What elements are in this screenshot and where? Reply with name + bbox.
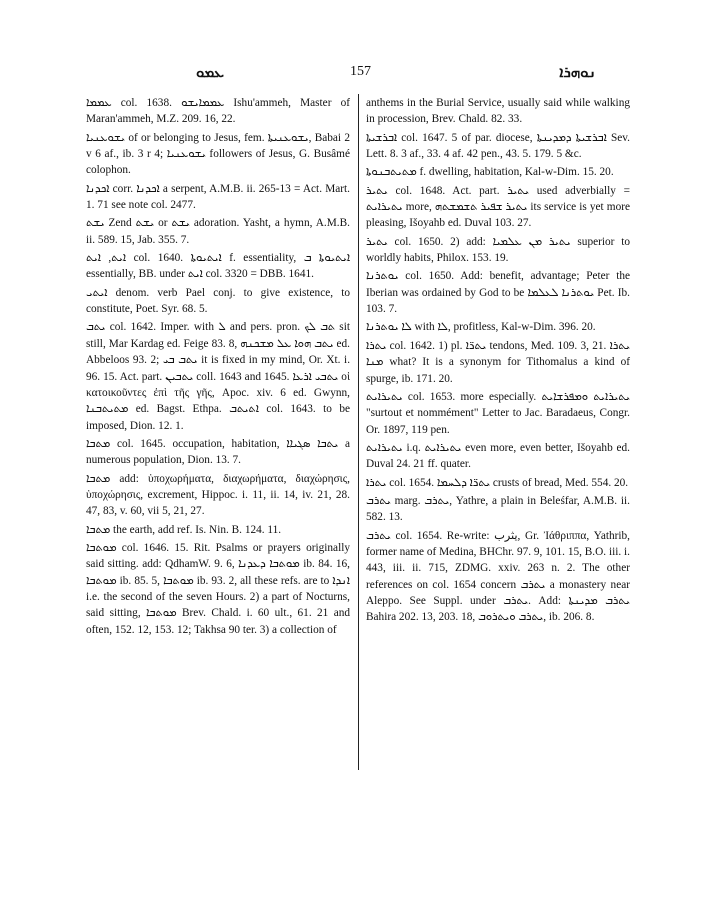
running-head-left: ܥܡܘ xyxy=(196,65,225,81)
dictionary-entry: ܡܘܬܒܐ col. 1646. 15. Rit. Psalms or prayers originally said sitting. add: QdhamW. 9. 6, ܡܘܬܒܐ ܕܥܕܢܐ ib. 84. 16, ܡܘܬܒܐ ib. 85. 5, ܡܘܬܒܐ ib. 93. 2, all these refs. are to ܐܢܕܐ i.e. the second of the seven Hours. 2) a part of Nocturns, said sitting, ܡܘܬܒܐ Brev. Chald. i. 60 ult., 61. 21 and often, 152. 12, 153. 12; Takhsa 90 ter. 3) a collection of xyxy=(86,541,351,636)
dictionary-entry: ܡܬܒܐ col. 1645. occupation, habitation, ܝܬܒܐ ܣܓܝܐܐ a numerous population, Dion. 13. 7. xyxy=(86,437,350,467)
dictionary-entry: ܝܬܝܪܐܝܬ col. 1653. more especially. ܝܬܝܪܐܝܬ ܘܡܦܪܫܐܝܬ "surtout et nommément" Letter to Jac. Baradaeus, Congr. Or. 1897, 119 pen. xyxy=(366,390,630,436)
dictionary-entry: ܝܘܬܪܢܐ col. 1650. Add: benefit, advantage; Peter the Iberian was ordained by God to be ܝܘܬܪܢܐ ܠܥܠܡܐ Pet. Ib. 103. 7. xyxy=(366,270,630,316)
dictionary-entry: ܡܬܝܬܒܢܘܬܐ f. dwelling, habitation, Kal-w-Dim. 15. 20. xyxy=(366,166,614,179)
dictionary-entry: ܐܟܕܢܐ corr. ܐܟܕܢܐ a serpent, A.M.B. ii. 265-13 = Act. Mart. 1. 71 see note col. 2477. xyxy=(86,182,350,212)
page-number: 157 xyxy=(350,64,371,79)
dictionary-entry: ܝܬܪܐ col. 1654. ܝܬܪ̈ܐ ܕܠܚܡܐ crusts of bread, Med. 554. 20. xyxy=(366,476,629,489)
dictionary-entry: ܝܬܪܐ col. 1642. 1) pl. ܝܬܪ̈ܐ tendons, Med. 109. 3, 21. ܝܬܪܐ ܡܢܐ what? It is a synonym for Tithomalus a kind of spurge, ib. 171. 20. xyxy=(366,339,630,385)
dictionary-entry: ܝܬܒ col. 1642. Imper. with ܠ and pers. pron. ܬܒ ܠܟ sit still, Mar Kardag ed. Feige 83. 8, ܝܬܒ ܗܘܐ ܥܠ ܡܫܟܢܗ ed. Abbeloos 93. 2; ܝܬܒ ܒܝ it is fixed in my mind, Or. Xt. i. 96. 15. Act. part. ܝܬܒܝܢ coll. 1643 and 1645. ܝܬܒܝ ܐܪܥܐ οἱ κατοικοῦντες ἐπὶ τῆς γῆς, Apoc. xiv. 6 ed. Gwynn, ܡܬܝܬܒܢܐ ed. Bagst. Ethpa. ܐܬܝܬܒ col. 1643. to be imposed, Dion. 12. 1. xyxy=(86,321,351,432)
left-column xyxy=(86,95,350,638)
right-column xyxy=(366,95,630,626)
dictionary-entry: ܐܝܬ, ܐܝܬ col. 1640. ܐܝܬܝܘܬܐ f. essentiality, ܐܝܬܝܘܬܐ ܒ essentially, BB. under ܐܝܬ col. 3320 = DBB. 1641. xyxy=(86,252,350,281)
dictionary-entry: ܝܬܝܪ col. 1648. Act. part. ܝܬܝܪ used adverbially = ܝܬܝܪܐܝܬ more, ܝܬܝܪ ܫܦܝܪ ܬܫܡܫܬܗ its service is yet more pleasing, Išoyahb ed. Duval 103. 27. xyxy=(366,184,630,230)
dictionary-entry: ܝܬܪܒ marg. ܝܬܪܒ, Yathre, a plain in Beleśfar, A.M.B. ii. 582. 13. xyxy=(366,494,630,524)
dictionary-entry: ܡܬܒܐ add: ὑποχωρήματα, διαχωρήματα, διαχώρησις, ὑποχώρησις, excrement, Hippoc. i. 11, ii. 14, iv. 21, 28. 47, 83, v. 60, vii 5, 21, 27. xyxy=(86,472,350,518)
dictionary-entry: ܝܫܬ Zend ܝܫܬ or ܝܫܬ adoration. Yasht, a hymn, A.M.B. ii. 589. 15, Jab. 355. 7. xyxy=(86,217,350,246)
running-head-right: ܢܘܗܪܐ xyxy=(559,65,596,81)
dictionary-entry: ܝܫܘܥܢܝܐ of or belonging to Jesus, fem. ܝܫܘܥܢܝܬܐ, Babai 2 v 6 af., ib. 3 r 4; ܝܫܘܥܢܝܐ followers of Jesus, G. Busâmé colophon. xyxy=(86,131,350,177)
dictionary-entry: ܐܝܬܝ denom. verb Pael conj. to give existence, to constitute, Poet. Syr. 68. 5. xyxy=(86,286,350,316)
dictionary-entry: ܝܬܪܒ col. 1654. Re-write: يثرب, Gr. Ἰάθριππα, Yathrib, former name of Medina, BHChr. 97. 9, 101. 15, B.O. iii. i. 443, iii. ii. 715, ZDMG. xxiv. 263 n. 2. The other references on col. 1654 concern ܝܬܪܒ a monastery near Aleppo. See Suppl. under ܝܬܪܒ. Add: ܝܬܪܒ ܡܕܝܢܬܐ Bahira 202. 13, 203. 18, ܝܬܪܒ ܘܝܬܪܘܒ, ib. 206. 8. xyxy=(366,529,630,624)
dictionary-entry: ܠܐ ܝܘܬܪܢܐ with ܠܐ, profitless, Kal-w-Dim. 396. 20. xyxy=(366,321,596,334)
dictionary-entry: ܝܬܝܪܐܝܬ i.q. ܝܬܝܪܐܝܬ even more, even better, Išoyahb ed. Duval 24. 21 ff. quater. xyxy=(366,441,630,471)
column-divider xyxy=(358,94,359,770)
dictionary-entry: ܡܬܒܐ the earth, add ref. Is. Nin. B. 124. 11. xyxy=(86,523,282,536)
page-header xyxy=(86,64,668,86)
dictionary-entry: ܥܡܡܐ col. 1638. ܥܡܡܐܝܫܘ Ishu'ammeh, Master of Maran'ammeh, M.Z. 209. 16, 22. xyxy=(86,97,350,126)
dictionary-entry: ܝܬܝܪ col. 1650. 2) add: ܝܬܝܪ ܡܢ ܥܠܡܝܐ superior to worldly habits, Philox. 153. 19. xyxy=(366,235,630,265)
dictionary-entry: anthems in the Burial Service, usually said while walking in procession, Brev. Chald. 82. 33. xyxy=(366,97,630,126)
dictionary-entry: ܐܒܪܫܝܬܐ col. 1647. 5 of par. diocese, ܐܒܪܫܝܬܐ ܕܡܕܝܢܬܐ Sev. Lett. 8. 3 af., 33. 4 af. 42 pen., 43. 5. 179. 5 &c. xyxy=(366,131,630,161)
